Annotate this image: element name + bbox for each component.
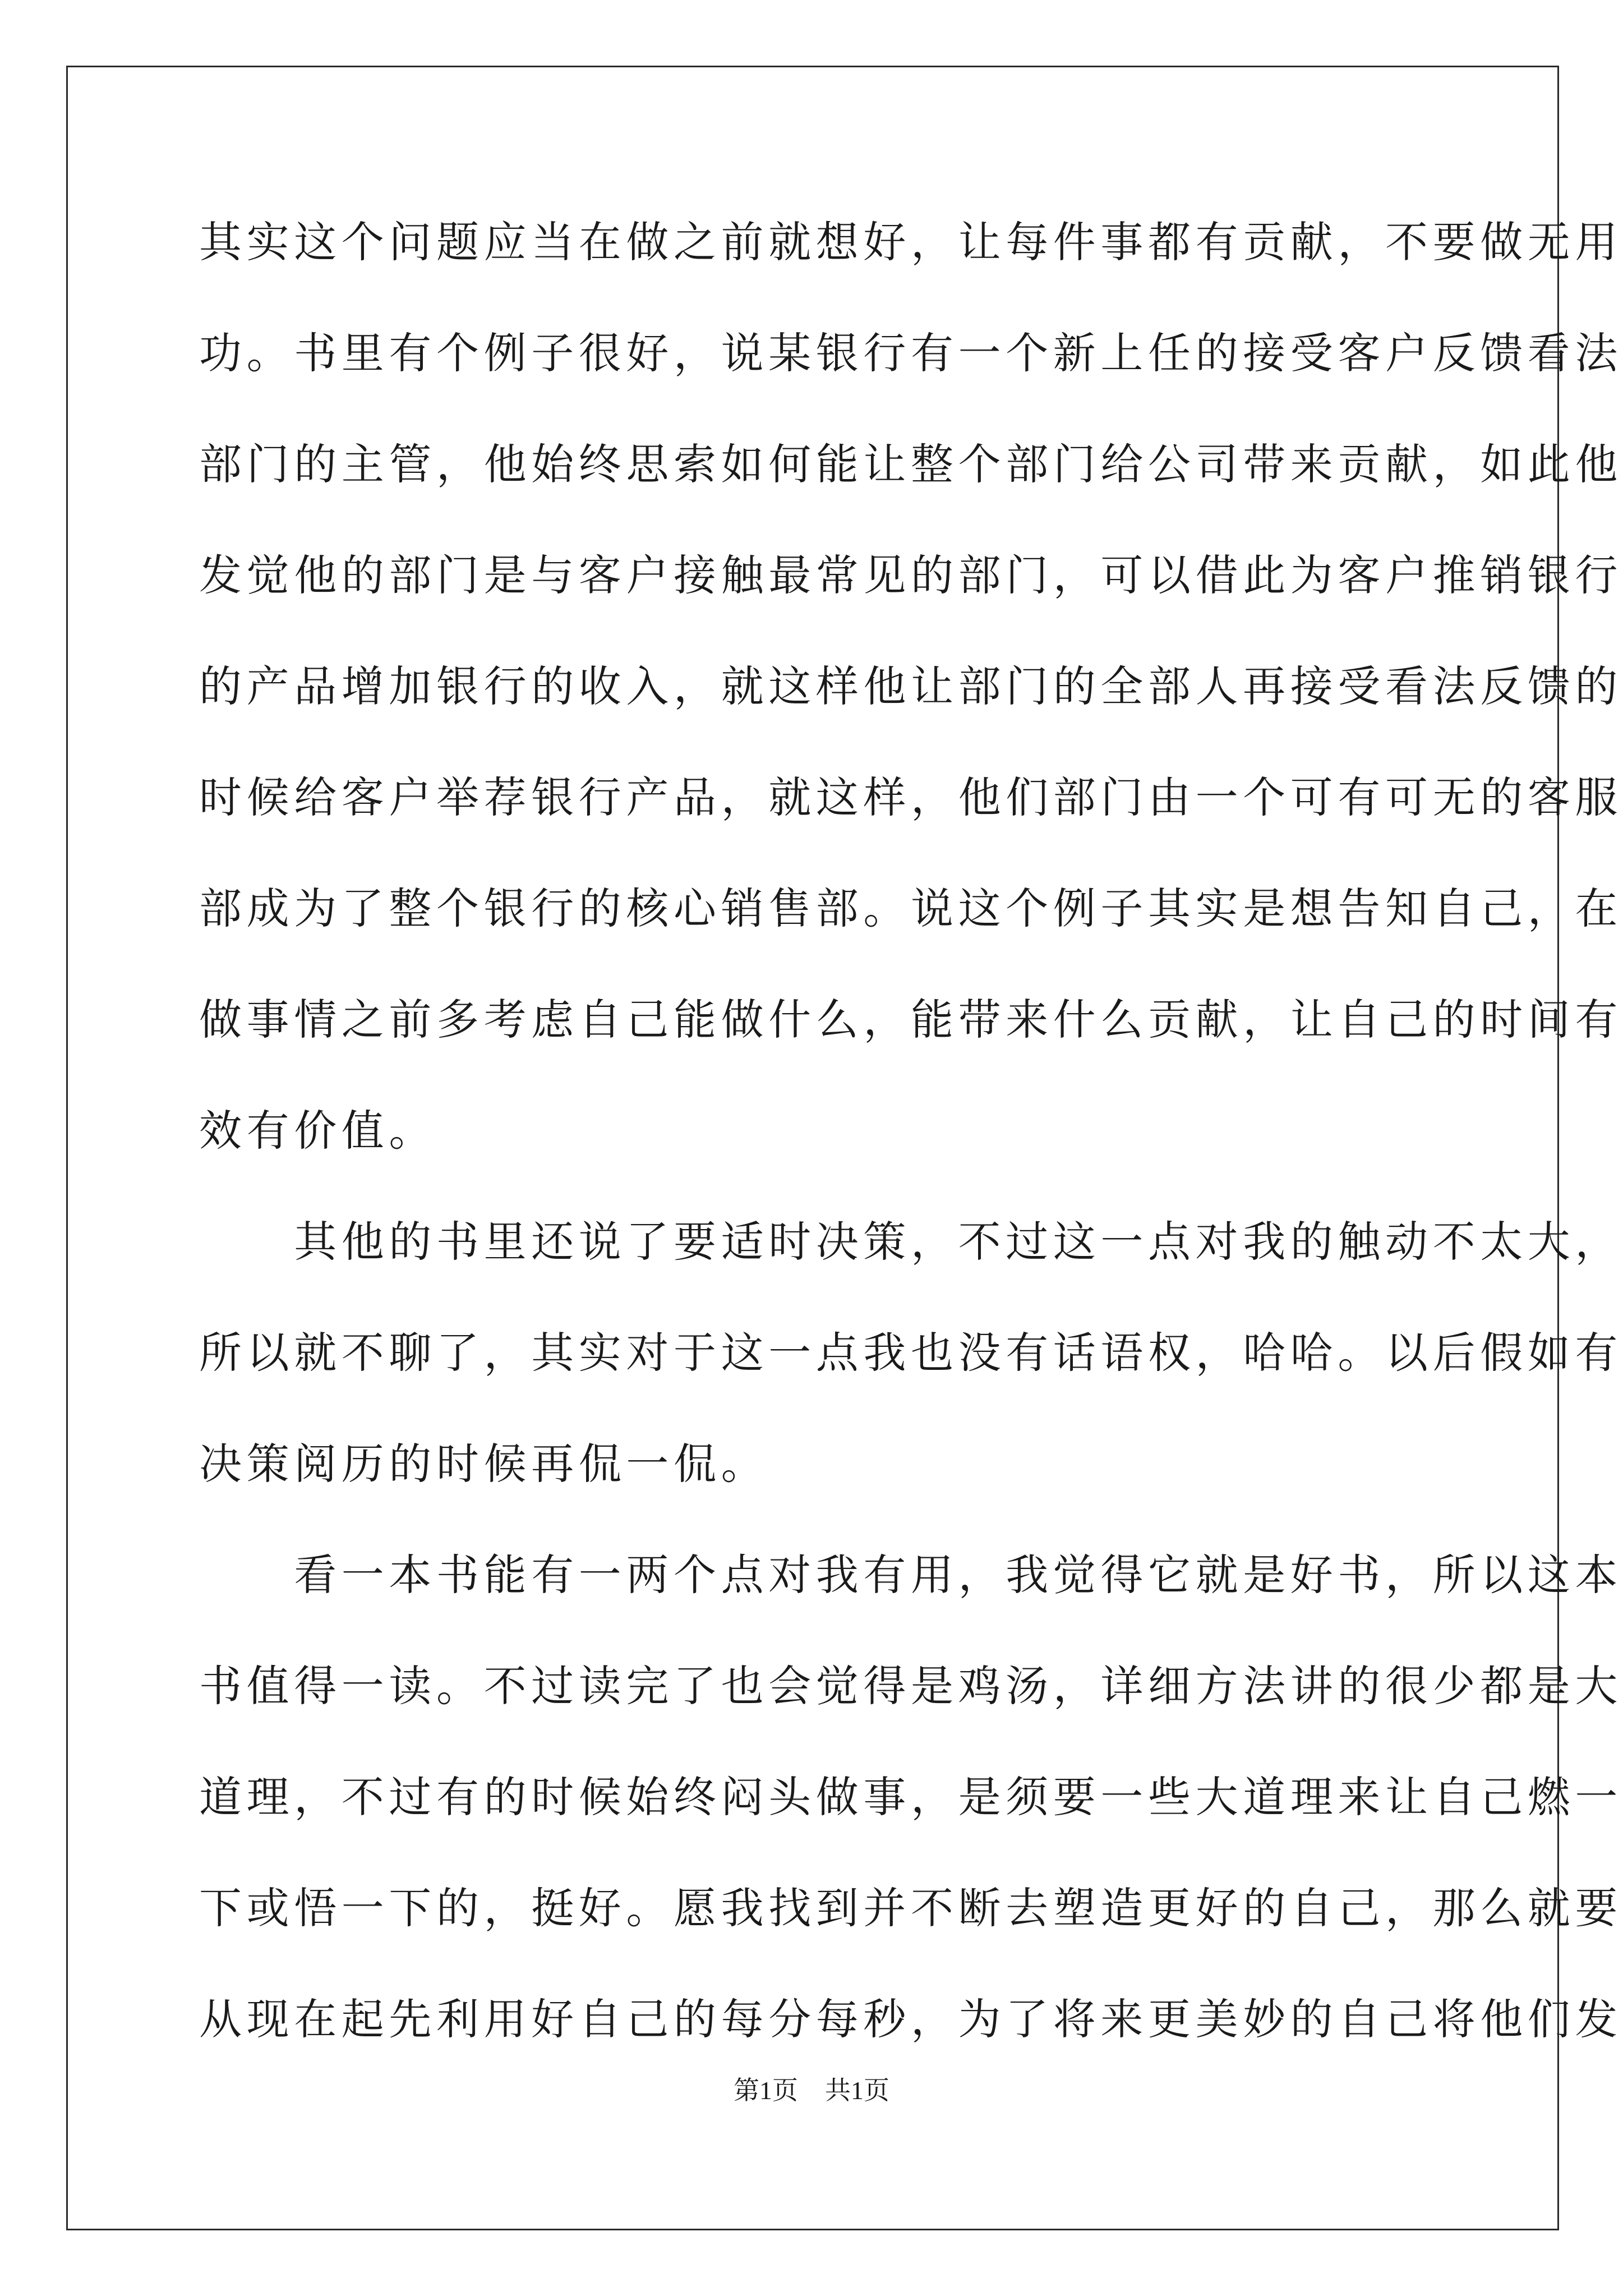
text-line: 做事情之前多考虑自己能做什么，能带来什么贡献，让自己的时间有 — [199, 995, 1622, 1045]
text-line: 效有价值。 — [199, 1106, 436, 1156]
text-line: 看一本书能有一两个点对我有用，我觉得它就是好书，所以这本 — [199, 1550, 1622, 1600]
text-line: 的产品增加银行的收入，就这样他让部门的全部人再接受看法反馈的 — [199, 661, 1622, 711]
text-line: 部门的主管，他始终思索如何能让整个部门给公司带来贡献，如此他 — [199, 439, 1622, 489]
text-line: 部成为了整个银行的核心销售部。说这个例子其实是想告知自己，在 — [199, 884, 1622, 933]
page-number: 第1页 — [734, 2076, 798, 2105]
text-line: 从现在起先利用好自己的每分每秒，为了将来更美妙的自己将他们发 — [199, 1994, 1622, 2044]
text-line: 决策阅历的时候再侃一侃。 — [199, 1439, 769, 1489]
text-line: 发觉他的部门是与客户接触最常见的部门，可以借此为客户推销银行 — [199, 550, 1622, 600]
text-line: 所以就不聊了，其实对于这一点我也没有话语权，哈哈。以后假如有 — [199, 1328, 1622, 1378]
page-total: 共1页 — [825, 2076, 889, 2105]
text-line: 功。书里有个例子很好，说某银行有一个新上任的接受客户反馈看法 — [199, 328, 1622, 378]
text-line: 其他的书里还说了要适时决策，不过这一点对我的触动不太大， — [199, 1217, 1622, 1267]
text-line: 下或悟一下的，挺好。愿我找到并不断去塑造更好的自己，那么就要 — [199, 1883, 1622, 1933]
text-line: 时候给客户举荐银行产品，就这样，他们部门由一个可有可无的客服 — [199, 772, 1622, 822]
text-line: 其实这个问题应当在做之前就想好，让每件事都有贡献，不要做无用 — [199, 217, 1622, 267]
text-line: 道理，不过有的时候始终闷头做事，是须要一些大道理来让自己燃一 — [199, 1772, 1622, 1822]
page-footer — [0, 2074, 1623, 2108]
text-line: 书值得一读。不过读完了也会觉得是鸡汤，详细方法讲的很少都是大 — [199, 1661, 1622, 1711]
